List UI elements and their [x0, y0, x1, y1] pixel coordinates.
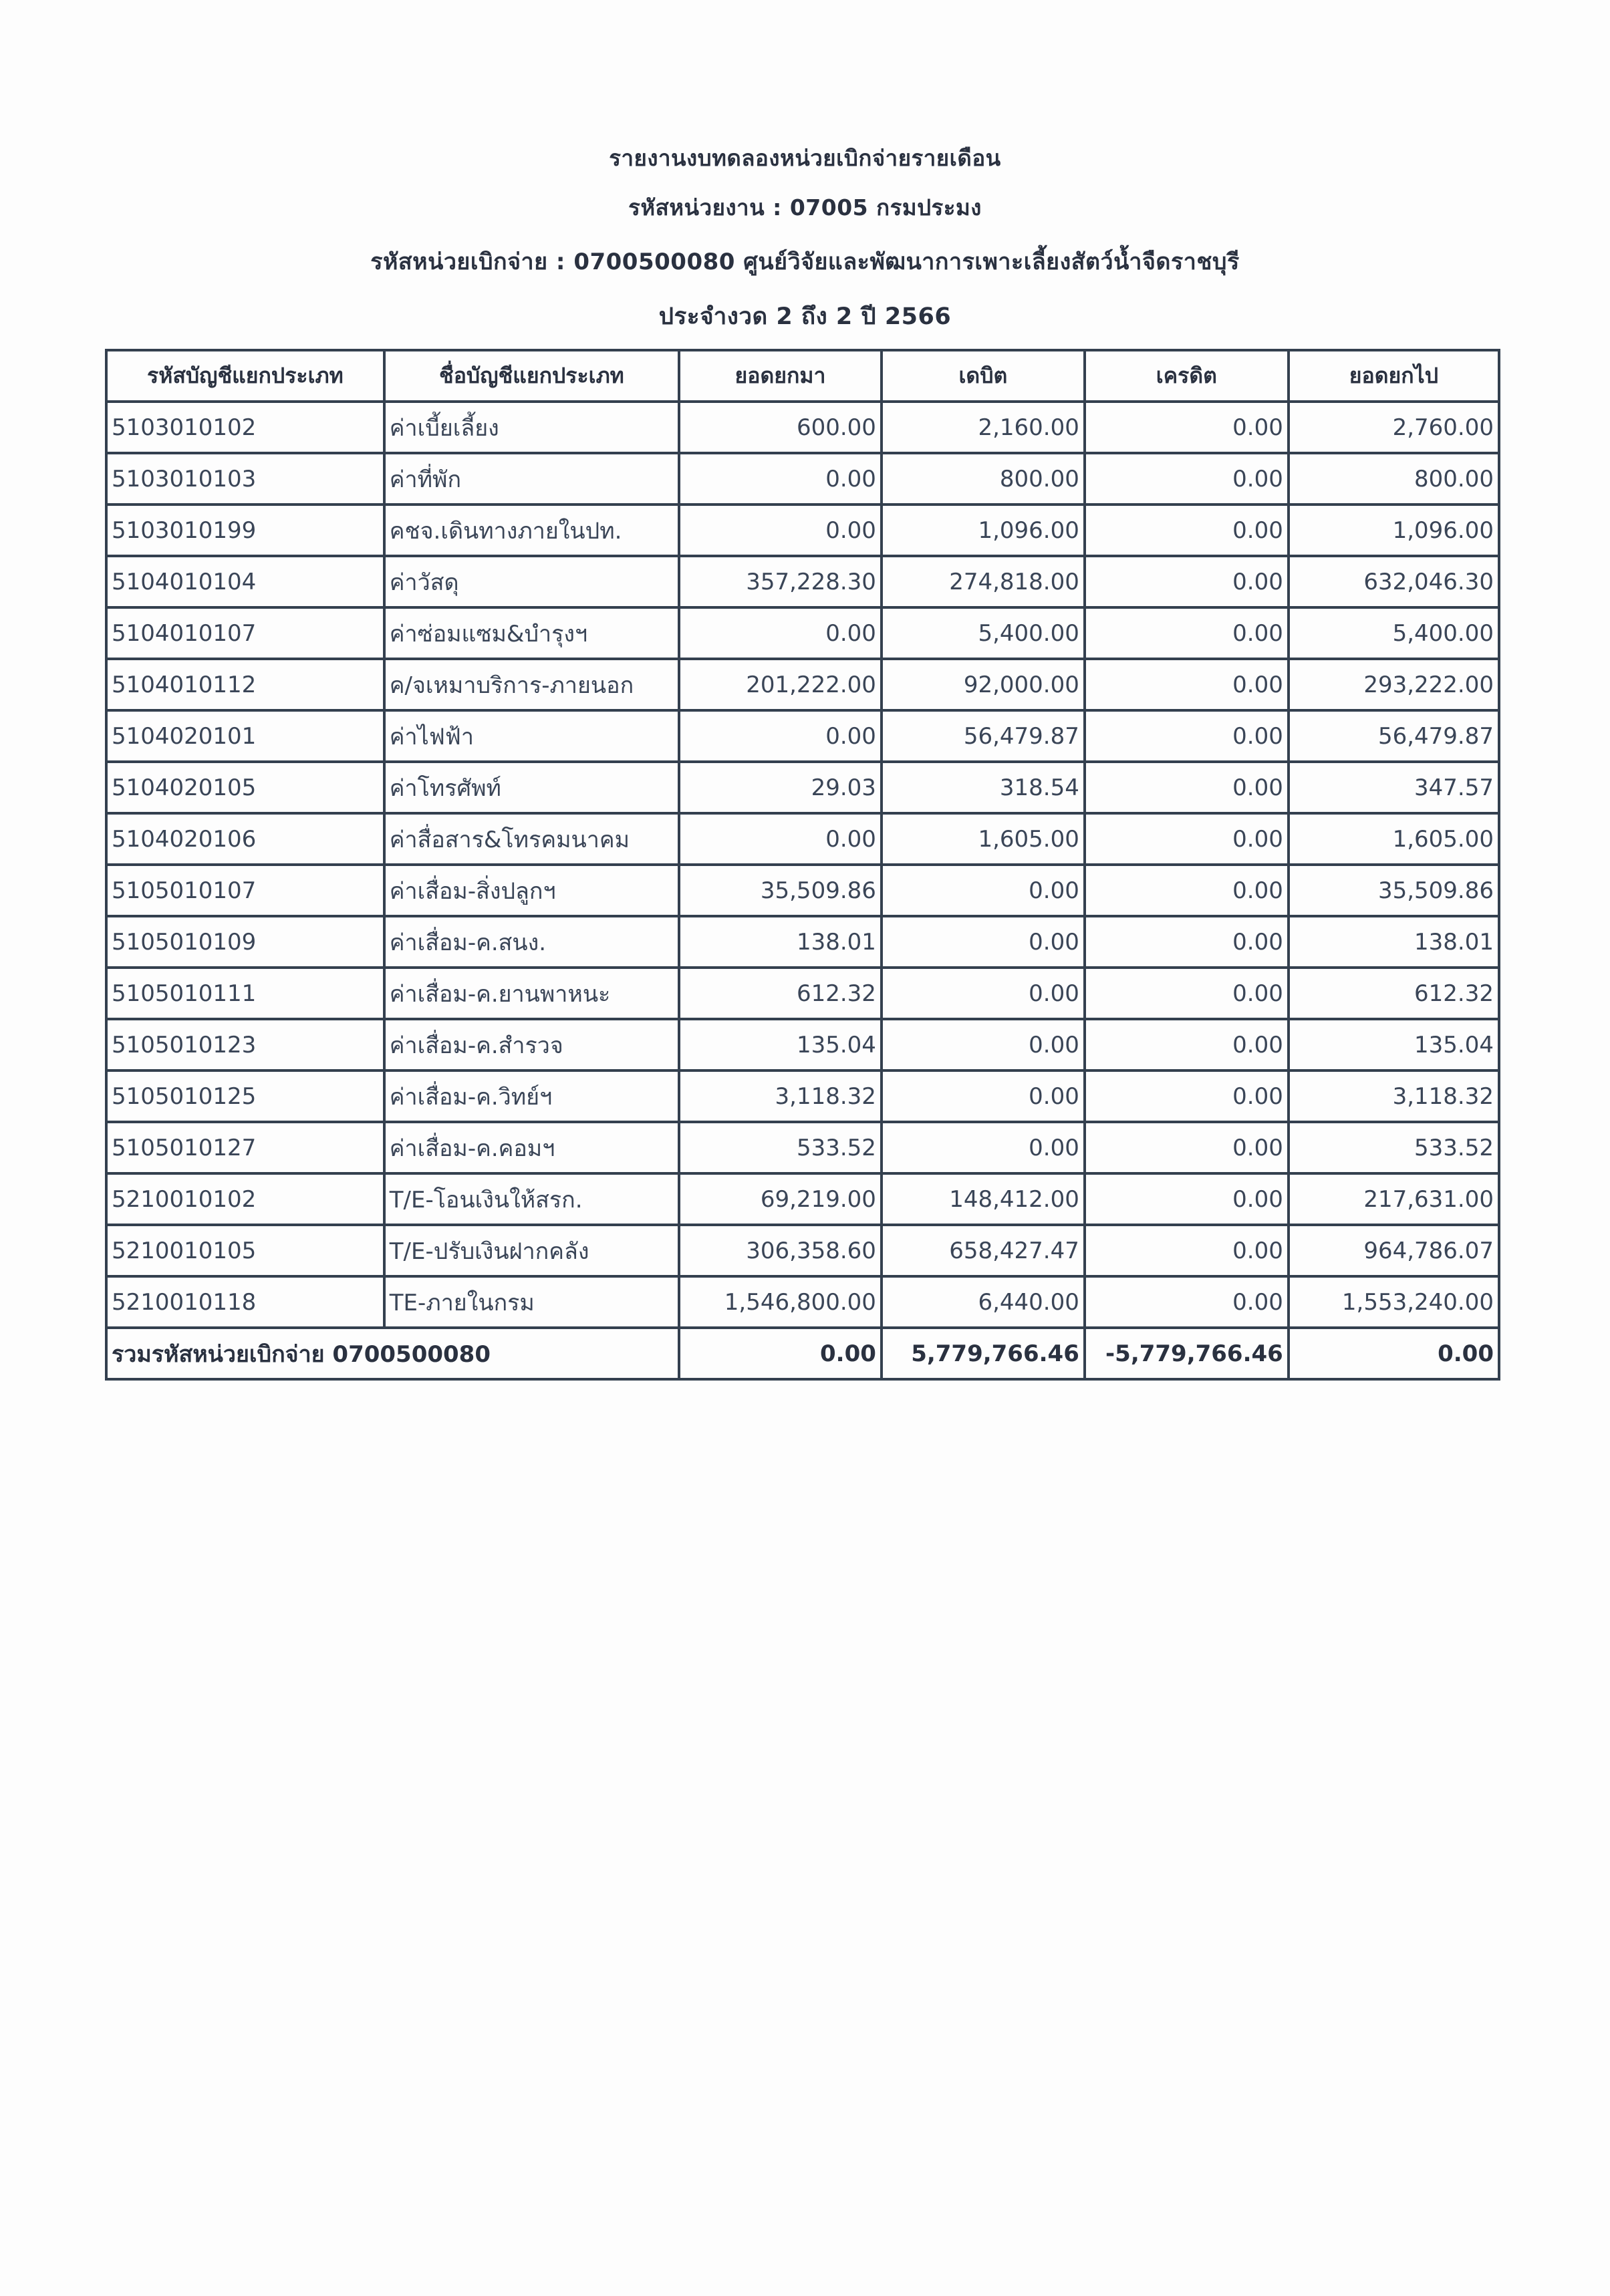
- account-name: ค่าเสื่อม-ค.คอมฯ: [384, 1122, 679, 1173]
- brought-forward: 201,222.00: [679, 659, 882, 710]
- account-name: ค่าเสื่อม-สิ่งปลูกฯ: [384, 865, 679, 916]
- column-header-debit: เดบิต: [882, 350, 1085, 402]
- account-code: 5104010107: [106, 607, 384, 659]
- table-row: [106, 916, 1499, 968]
- carried-forward: 533.52: [1289, 1122, 1499, 1173]
- carried-forward: 800.00: [1289, 453, 1499, 505]
- brought-forward: 306,358.60: [679, 1225, 882, 1276]
- credit: 0.00: [1085, 607, 1289, 659]
- brought-forward: 135.04: [679, 1019, 882, 1070]
- brought-forward: 357,228.30: [679, 556, 882, 607]
- trial-balance-table: [105, 349, 1500, 1381]
- disbursing-unit-line: รหัสหน่วยเบิกจ่าย : 0700500080 ศูนย์วิจัยและพัฒนาการเพาะเลี้ยงสัตว์น้ำจืดราชบุรี: [370, 249, 1240, 275]
- account-code: 5105010123: [106, 1019, 384, 1070]
- credit: 0.00: [1085, 710, 1289, 762]
- account-code: 5105010125: [106, 1070, 384, 1122]
- account-name: ค่าไฟฟ้า: [384, 710, 679, 762]
- debit: 56,479.87: [882, 710, 1085, 762]
- debit: 6,440.00: [882, 1276, 1085, 1328]
- total-debit: 5,779,766.46: [882, 1328, 1085, 1379]
- period-line: ประจำงวด 2 ถึง 2 ปี 2566: [658, 303, 952, 330]
- brought-forward: 533.52: [679, 1122, 882, 1173]
- debit: 318.54: [882, 762, 1085, 813]
- credit: 0.00: [1085, 1019, 1289, 1070]
- account-name: ค่าที่พัก: [384, 453, 679, 505]
- carried-forward: 632,046.30: [1289, 556, 1499, 607]
- column-header-credit: เครดิต: [1085, 350, 1289, 402]
- table-row: [106, 813, 1499, 865]
- column-header-brought-forward: ยอดยกมา: [679, 350, 882, 402]
- credit: 0.00: [1085, 865, 1289, 916]
- account-name: ค่าเสื่อม-ค.ยานพาหนะ: [384, 968, 679, 1019]
- account-name: TE-ภายในกรม: [384, 1276, 679, 1328]
- credit: 0.00: [1085, 1173, 1289, 1225]
- brought-forward: 0.00: [679, 505, 882, 556]
- debit: 92,000.00: [882, 659, 1085, 710]
- carried-forward: 612.32: [1289, 968, 1499, 1019]
- account-name: ค่าวัสดุ: [384, 556, 679, 607]
- debit: 0.00: [882, 916, 1085, 968]
- brought-forward: 0.00: [679, 607, 882, 659]
- account-code: 5104020101: [106, 710, 384, 762]
- carried-forward: 217,631.00: [1289, 1173, 1499, 1225]
- debit: 0.00: [882, 1070, 1085, 1122]
- table-row: [106, 1225, 1499, 1276]
- account-code: 5105010107: [106, 865, 384, 916]
- debit: 0.00: [882, 1019, 1085, 1070]
- credit: 0.00: [1085, 453, 1289, 505]
- credit: 0.00: [1085, 1070, 1289, 1122]
- table-row: [106, 1070, 1499, 1122]
- debit: 1,096.00: [882, 505, 1085, 556]
- carried-forward: 5,400.00: [1289, 607, 1499, 659]
- agency-line: รหัสหน่วยงาน : 07005 กรมประมง: [628, 194, 982, 221]
- brought-forward: 29.03: [679, 762, 882, 813]
- account-name: ค่าเสื่อม-ค.สำรวจ: [384, 1019, 679, 1070]
- table-row: [106, 1173, 1499, 1225]
- table-row: [106, 402, 1499, 453]
- table-row: [106, 505, 1499, 556]
- brought-forward: 69,219.00: [679, 1173, 882, 1225]
- table-row: [106, 968, 1499, 1019]
- table-row: [106, 453, 1499, 505]
- total-credit: -5,779,766.46: [1085, 1328, 1289, 1379]
- account-code: 5210010102: [106, 1173, 384, 1225]
- account-code: 5104020106: [106, 813, 384, 865]
- credit: 0.00: [1085, 402, 1289, 453]
- account-name: T/E-ปรับเงินฝากคลัง: [384, 1225, 679, 1276]
- brought-forward: 3,118.32: [679, 1070, 882, 1122]
- account-code: 5103010102: [106, 402, 384, 453]
- credit: 0.00: [1085, 1225, 1289, 1276]
- brought-forward: 0.00: [679, 813, 882, 865]
- carried-forward: 347.57: [1289, 762, 1499, 813]
- account-name: ค่าซ่อมแซม&บำรุงฯ: [384, 607, 679, 659]
- debit: 658,427.47: [882, 1225, 1085, 1276]
- account-code: 5105010127: [106, 1122, 384, 1173]
- credit: 0.00: [1085, 762, 1289, 813]
- carried-forward: 138.01: [1289, 916, 1499, 968]
- total-carried-forward: 0.00: [1289, 1328, 1499, 1379]
- total-row: [106, 1328, 1499, 1379]
- credit: 0.00: [1085, 813, 1289, 865]
- account-code: 5105010111: [106, 968, 384, 1019]
- brought-forward: 35,509.86: [679, 865, 882, 916]
- column-header-account-name: ชื่อบัญชีแยกประเภท: [384, 350, 679, 402]
- table-row: [106, 762, 1499, 813]
- table-header-row: [106, 350, 1499, 402]
- table-row: [106, 710, 1499, 762]
- account-code: 5104010112: [106, 659, 384, 710]
- table-row: [106, 1019, 1499, 1070]
- carried-forward: 1,553,240.00: [1289, 1276, 1499, 1328]
- debit: 1,605.00: [882, 813, 1085, 865]
- credit: 0.00: [1085, 916, 1289, 968]
- carried-forward: 1,605.00: [1289, 813, 1499, 865]
- brought-forward: 1,546,800.00: [679, 1276, 882, 1328]
- account-code: 5103010199: [106, 505, 384, 556]
- carried-forward: 35,509.86: [1289, 865, 1499, 916]
- account-name: ค่าเสื่อม-ค.สนง.: [384, 916, 679, 968]
- account-name: ค่าเบี้ยเลี้ยง: [384, 402, 679, 453]
- total-brought-forward: 0.00: [679, 1328, 882, 1379]
- total-label: รวมรหัสหน่วยเบิกจ่าย 0700500080: [106, 1328, 679, 1379]
- table-row: [106, 1276, 1499, 1328]
- account-code: 5103010103: [106, 453, 384, 505]
- brought-forward: 600.00: [679, 402, 882, 453]
- account-code: 5210010105: [106, 1225, 384, 1276]
- account-code: 5210010118: [106, 1276, 384, 1328]
- account-name: ค่าสื่อสาร&โทรคมนาคม: [384, 813, 679, 865]
- account-name: ค่าเสื่อม-ค.วิทย์ฯ: [384, 1070, 679, 1122]
- column-header-account-code: รหัสบัญชีแยกประเภท: [106, 350, 384, 402]
- credit: 0.00: [1085, 659, 1289, 710]
- carried-forward: 964,786.07: [1289, 1225, 1499, 1276]
- account-name: ค่าโทรศัพท์: [384, 762, 679, 813]
- table-row: [106, 865, 1499, 916]
- brought-forward: 0.00: [679, 453, 882, 505]
- account-name: ค/จเหมาบริการ-ภายนอก: [384, 659, 679, 710]
- column-header-carried-forward: ยอดยกไป: [1289, 350, 1499, 402]
- table-row: [106, 607, 1499, 659]
- debit: 0.00: [882, 968, 1085, 1019]
- report-title: รายงานงบทดลองหน่วยเบิกจ่ายรายเดือน: [609, 145, 1001, 171]
- account-code: 5104020105: [106, 762, 384, 813]
- credit: 0.00: [1085, 1276, 1289, 1328]
- carried-forward: 3,118.32: [1289, 1070, 1499, 1122]
- brought-forward: 612.32: [679, 968, 882, 1019]
- table-row: [106, 556, 1499, 607]
- carried-forward: 293,222.00: [1289, 659, 1499, 710]
- credit: 0.00: [1085, 505, 1289, 556]
- debit: 5,400.00: [882, 607, 1085, 659]
- carried-forward: 135.04: [1289, 1019, 1499, 1070]
- debit: 2,160.00: [882, 402, 1085, 453]
- credit: 0.00: [1085, 556, 1289, 607]
- debit: 800.00: [882, 453, 1085, 505]
- credit: 0.00: [1085, 968, 1289, 1019]
- carried-forward: 56,479.87: [1289, 710, 1499, 762]
- debit: 0.00: [882, 865, 1085, 916]
- account-name: T/E-โอนเงินให้สรก.: [384, 1173, 679, 1225]
- brought-forward: 0.00: [679, 710, 882, 762]
- account-name: คชจ.เดินทางภายในปท.: [384, 505, 679, 556]
- table-row: [106, 659, 1499, 710]
- table-row: [106, 1122, 1499, 1173]
- debit: 148,412.00: [882, 1173, 1085, 1225]
- account-code: 5104010104: [106, 556, 384, 607]
- carried-forward: 1,096.00: [1289, 505, 1499, 556]
- carried-forward: 2,760.00: [1289, 402, 1499, 453]
- debit: 0.00: [882, 1122, 1085, 1173]
- credit: 0.00: [1085, 1122, 1289, 1173]
- debit: 274,818.00: [882, 556, 1085, 607]
- account-code: 5105010109: [106, 916, 384, 968]
- brought-forward: 138.01: [679, 916, 882, 968]
